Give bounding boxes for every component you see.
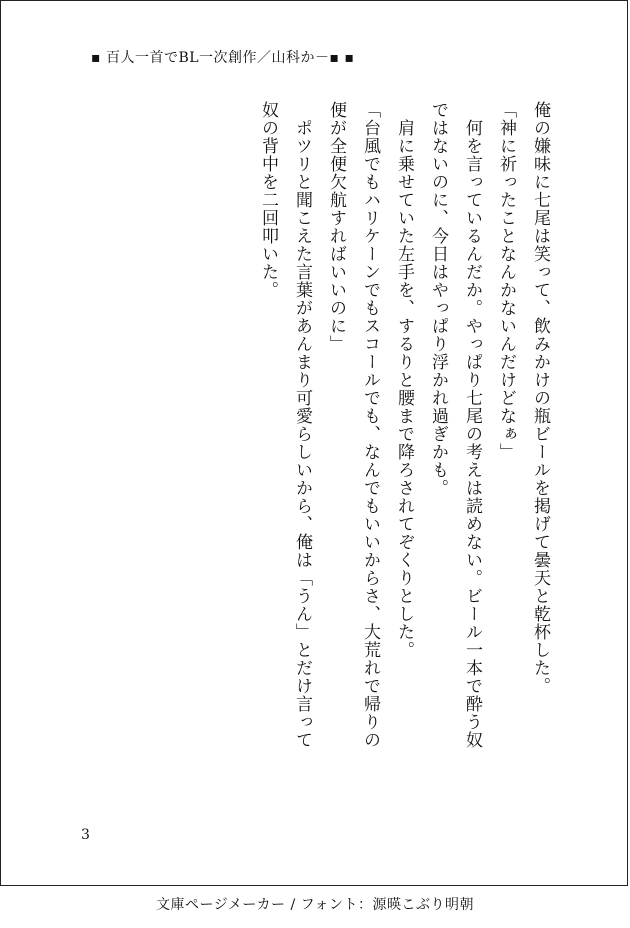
body-line: 肩に乗せていた左手を、するりと腰まで降ろされてぞくりとした。 [394, 101, 414, 659]
body-line: 奴の背中を二回叩いた。 [258, 101, 278, 299]
running-header: ▪ 百人一首でBL一次創作／山科か－▪ ▪ [91, 50, 355, 66]
body-line: 「台風でもハリケーンでもスコールでも、なんでもいいからさ、大荒れで帰りの [360, 101, 380, 749]
body-line: 俺の嫌味に七尾は笑って、飲みかけの瓶ビールを掲げて曇天と乾杯した。 [530, 101, 550, 695]
footer-credit: 文庫ページメーカー / フォント：源暎こぶり明朝 [156, 897, 474, 913]
body-text [251, 101, 557, 801]
body-line: 何を言っているんだか。やっぱり七尾の考えは読めない。ビール一本で酔う奴 [462, 101, 482, 749]
body-line: ではないのに、今日はやっぱり浮かれ過ぎかも。 [428, 101, 448, 497]
page-number: 3 [81, 827, 90, 843]
body-line: 便が全便欠航すればいいのに」 [326, 101, 346, 353]
body-line: 「神に祈ったことなんかないんだけどなぁ」 [496, 101, 516, 461]
body-line: ポツリと聞こえた言葉があんまり可愛らしいから、俺は「うん」とだけ言って [292, 101, 312, 749]
